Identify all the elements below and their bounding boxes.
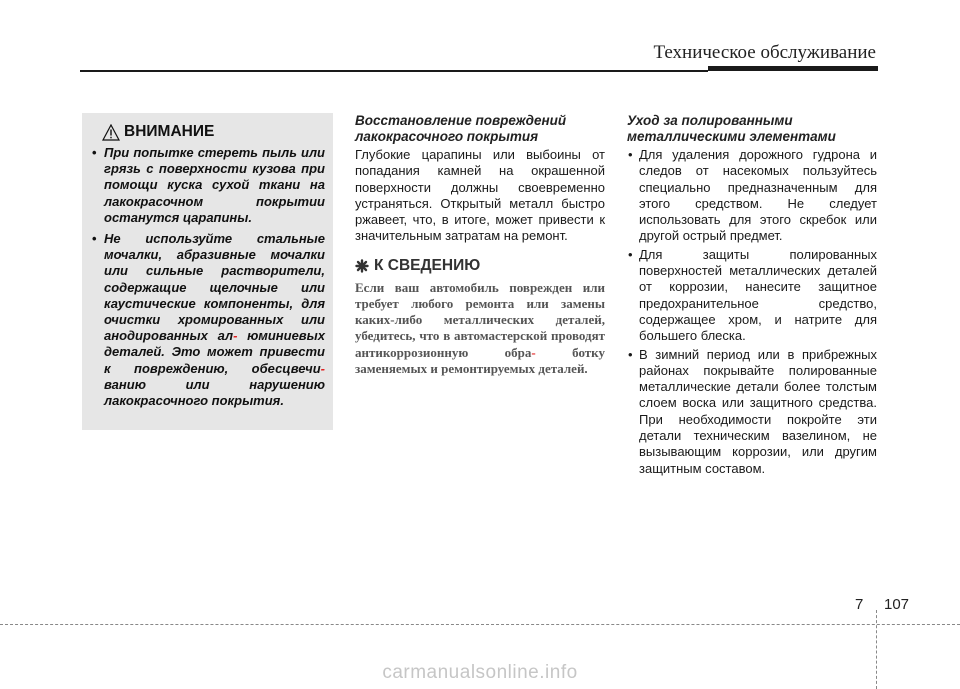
header-bar — [708, 66, 878, 71]
list-item — [627, 147, 877, 245]
list-item-text: Для удаления дорожного гудрона и следов от насекомых пользуйтесь специально предназначенным для этого средством. Не следует использовать для этого скребок или другой острый предмет. — [639, 147, 877, 244]
warning-heading — [102, 123, 325, 141]
hyphen-mark: - — [320, 360, 325, 376]
footer-line — [0, 624, 960, 625]
info-text — [355, 280, 605, 377]
bullet-icon: • — [628, 246, 633, 262]
list-item-text: Для защиты полированных поверхностей металлических деталей от коррозии, нанесите защитное предохранительное средство, содержащее хром, и натрите для большего блеска. — [639, 246, 877, 344]
list-item — [627, 247, 877, 345]
bullet-icon: • — [628, 346, 633, 362]
bullet-icon: • — [628, 147, 633, 162]
warning-item-text-b: юминиевых деталей. Это может привести к повреждению, обесцвечи — [104, 328, 325, 376]
warning-item-text: При попытке стереть пыль или грязь с поверхности кузова при помощи куска сухой ткани на лакокрасочном покрытии останутся царапины. — [104, 145, 325, 225]
list-item — [627, 347, 877, 477]
list-item-text: В зимний период или в прибрежных районах покрывайте полированные металлические детали более толстым слоем воска или защитного средства. При необходимости покройте эти детали техническим вазелином, не вызывающим коррозии, или другим защитным составом. — [639, 346, 877, 476]
warning-item — [92, 145, 325, 226]
warning-item — [92, 231, 325, 409]
warning-triangle-icon — [102, 124, 120, 141]
column-polished — [627, 113, 877, 479]
page-number: 107 — [884, 596, 910, 613]
info-title: К СВЕДЕНИЮ — [374, 256, 481, 274]
info-text-a: Если ваш автомобиль поврежден или требует любого ремонта или замены каких-либо металлических деталей, убедитесь, что в автомастерской проводят антикоррозионную обра — [355, 279, 605, 360]
section-title-polished: Уход за полированными металлическими элементами — [627, 113, 836, 144]
header-title: Техническое обслуживание — [653, 42, 876, 63]
warning-item-text-c: ванию или нарушению лакокрасочного покрытия. — [104, 376, 325, 409]
section-title-restore: Восстановление повреждений лакокрасочного покрытия — [355, 113, 567, 144]
warning-title: ВНИМАНИЕ — [124, 123, 215, 140]
section-body-restore: Глубокие царапины или выбоины от попадания камней на окрашенной поверхности должны своевременно устраняться. Открытый металл быстро ржавеет, что, в итоге, может привести к значительным затратам на ремонт. — [355, 147, 605, 244]
chapter-number: 7 — [855, 596, 864, 613]
warning-box — [82, 113, 333, 430]
bullet-icon: • — [92, 231, 97, 247]
info-heading — [355, 257, 605, 275]
hyphen-mark: - — [531, 344, 536, 360]
column-restore — [355, 113, 605, 377]
bullet-icon: • — [92, 145, 97, 160]
watermark: carmanualsonline.info — [382, 662, 578, 683]
header-rule — [80, 70, 708, 72]
hyphen-mark: - — [233, 328, 238, 344]
asterisk-icon — [355, 259, 369, 273]
info-text-b: ботку заменяемых и ремонтируемых деталей. — [355, 344, 605, 376]
warning-item-text-a: Не используйте стальные мочалки, абразивные мочалки или сильные растворители, содержащие щелочные или каустические компоненты, для очистки хромированных или анодированных ал — [104, 231, 325, 344]
